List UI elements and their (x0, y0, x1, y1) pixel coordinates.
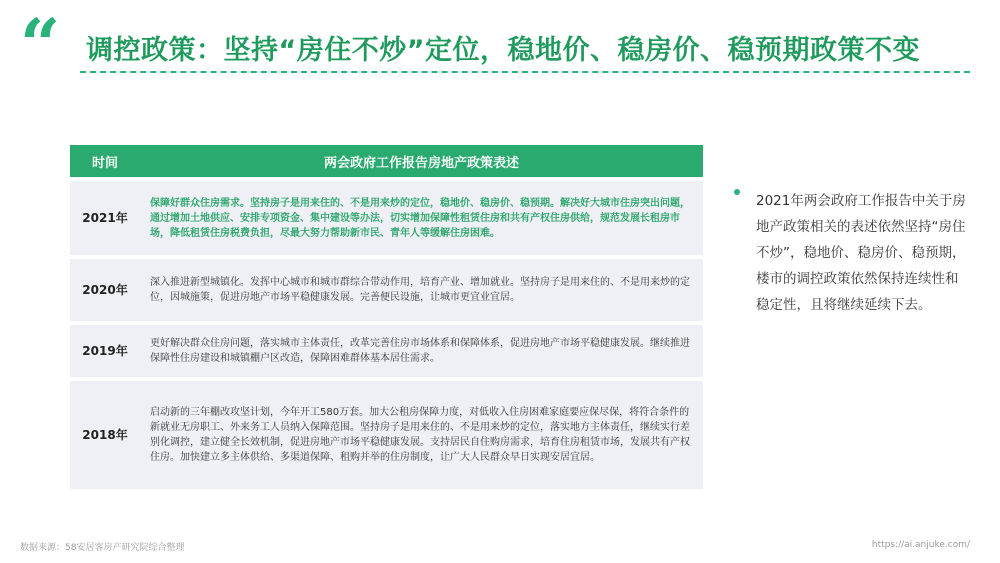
page-title: 调控政策：坚持“房住不炒”定位，稳地价、稳房价、稳预期政策不变 (86, 35, 920, 66)
source-url: https://ai.anjuke.com/ (871, 540, 970, 550)
row-policy-text: 保障好群众住房需求。坚持房子是用来住的、不是用来炒的定位，稳地价、稳房价、稳预期。解决好大城市住房突出问题，通过增加土地供应、安排专项资金、集中建设等办法，切实增加保障性租赁住房和共有产权住房供给，规范发展长租房市场，降低租赁住房税费负担，尽最大努力帮助新市民、青年人等缓解住房困难。 (140, 179, 703, 257)
policy-table (70, 145, 703, 489)
table-row (70, 323, 703, 379)
row-policy-text: 启动新的三年棚改攻坚计划，今年开工580万套。加大公租房保障力度，对低收入住房困难家庭要应保尽保，将符合条件的新就业无房职工、外来务工人员纳入保障范围。坚持房子是用来住的、不是用来炒的定位，落实地方主体责任，继续实行差别化调控，建立健全长效机制，促进房地产市场平稳健康发展。支持居民自住购房需求，培育住房租赁市场，发展共有产权住房。加快建立多主体供给、多渠道保障、租购并举的住房制度，让广大人民群众早日实现安居宜居。 (140, 379, 703, 489)
table-row (70, 257, 703, 323)
row-year: 2019年 (70, 323, 140, 379)
summary-panel (734, 188, 966, 318)
summary-text: 2021年两会政府工作报告中关于房地产政策相关的表述依然坚持“房住不炒”，稳地价、稳房价、稳预期，楼市的调控政策依然保持连续性和稳定性，且将继续延续下去。 (756, 193, 966, 313)
table-row (70, 179, 703, 257)
row-policy-text: 更好解决群众住房问题，落实城市主体责任，改革完善住房市场体系和保障体系，促进房地产市场平稳健康发展。继续推进保障性住房建设和城镇棚户区改造，保障困难群体基本居住需求。 (140, 323, 703, 379)
bullet-icon (734, 189, 740, 195)
table-header-row (70, 145, 703, 179)
row-year: 2021年 (70, 179, 140, 257)
row-year: 2020年 (70, 257, 140, 323)
column-header-policy: 两会政府工作报告房地产政策表述 (140, 145, 703, 179)
quote-mark-icon: “ (20, 3, 61, 86)
row-year: 2018年 (70, 379, 140, 489)
table-row (70, 379, 703, 489)
column-header-year: 时间 (70, 145, 140, 179)
title-divider (80, 71, 970, 73)
data-source: 数据来源：58安居客房产研究院综合整理 (20, 543, 185, 553)
row-policy-text: 深入推进新型城镇化。发挥中心城市和城市群综合带动作用，培育产业、增加就业。坚持房子是用来住的、不是用来炒的定位，因城施策，促进房地产市场平稳健康发展。完善便民设施，让城市更宜业宜居。 (140, 257, 703, 323)
